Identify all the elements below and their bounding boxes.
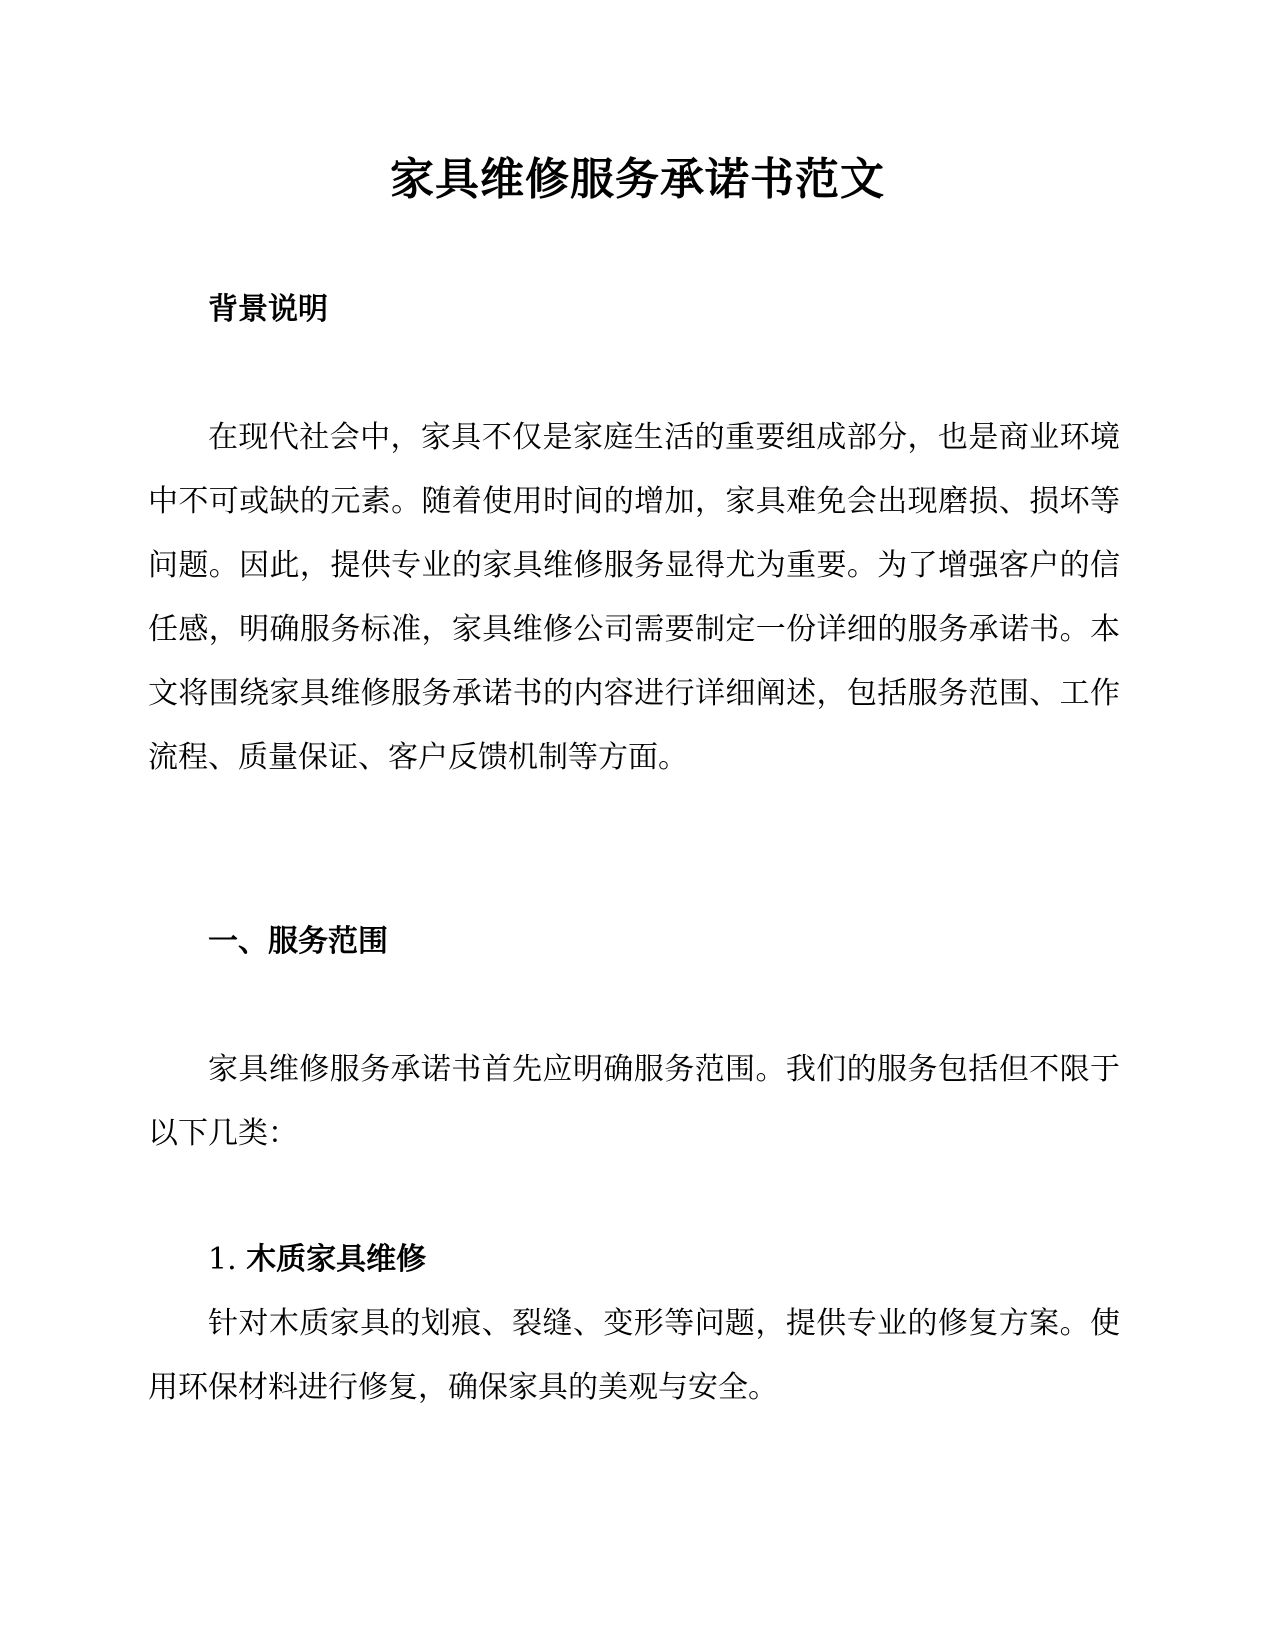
item-label: 木质家具维修 bbox=[246, 1242, 427, 1277]
service-scope-paragraph: 家具维修服务承诺书首先应明确服务范围。我们的服务包括但不限于以下几类： bbox=[148, 1052, 1120, 1151]
wood-furniture-paragraph: 针对木质家具的划痕、裂缝、变形等问题，提供专业的修复方案。使用环保材料进行修复，确保家具的美观与安全。 bbox=[148, 1306, 1120, 1405]
item-number: 1. bbox=[208, 1242, 237, 1277]
section-heading-background: 背景说明 bbox=[208, 292, 328, 327]
item-heading-wood-furniture bbox=[208, 1240, 426, 1280]
section-heading-service-scope: 一、服务范围 bbox=[208, 924, 388, 959]
document-title: 家具维修服务承诺书范文 bbox=[390, 154, 885, 205]
background-paragraph: 在现代社会中，家具不仅是家庭生活的重要组成部分，也是商业环境中不可或缺的元素。随着使用时间的增加，家具难免会出现磨损、损坏等问题。因此，提供专业的家具维修服务显得尤为重要。为了增强客户的信任感，明确服务标准，家具维修公司需要制定一份详细的服务承诺书。本文将围绕家具维修服务承诺书的内容进行详细阐述，包括服务范围、工作流程、质量保证、客户反馈机制等方面。 bbox=[148, 420, 1120, 775]
